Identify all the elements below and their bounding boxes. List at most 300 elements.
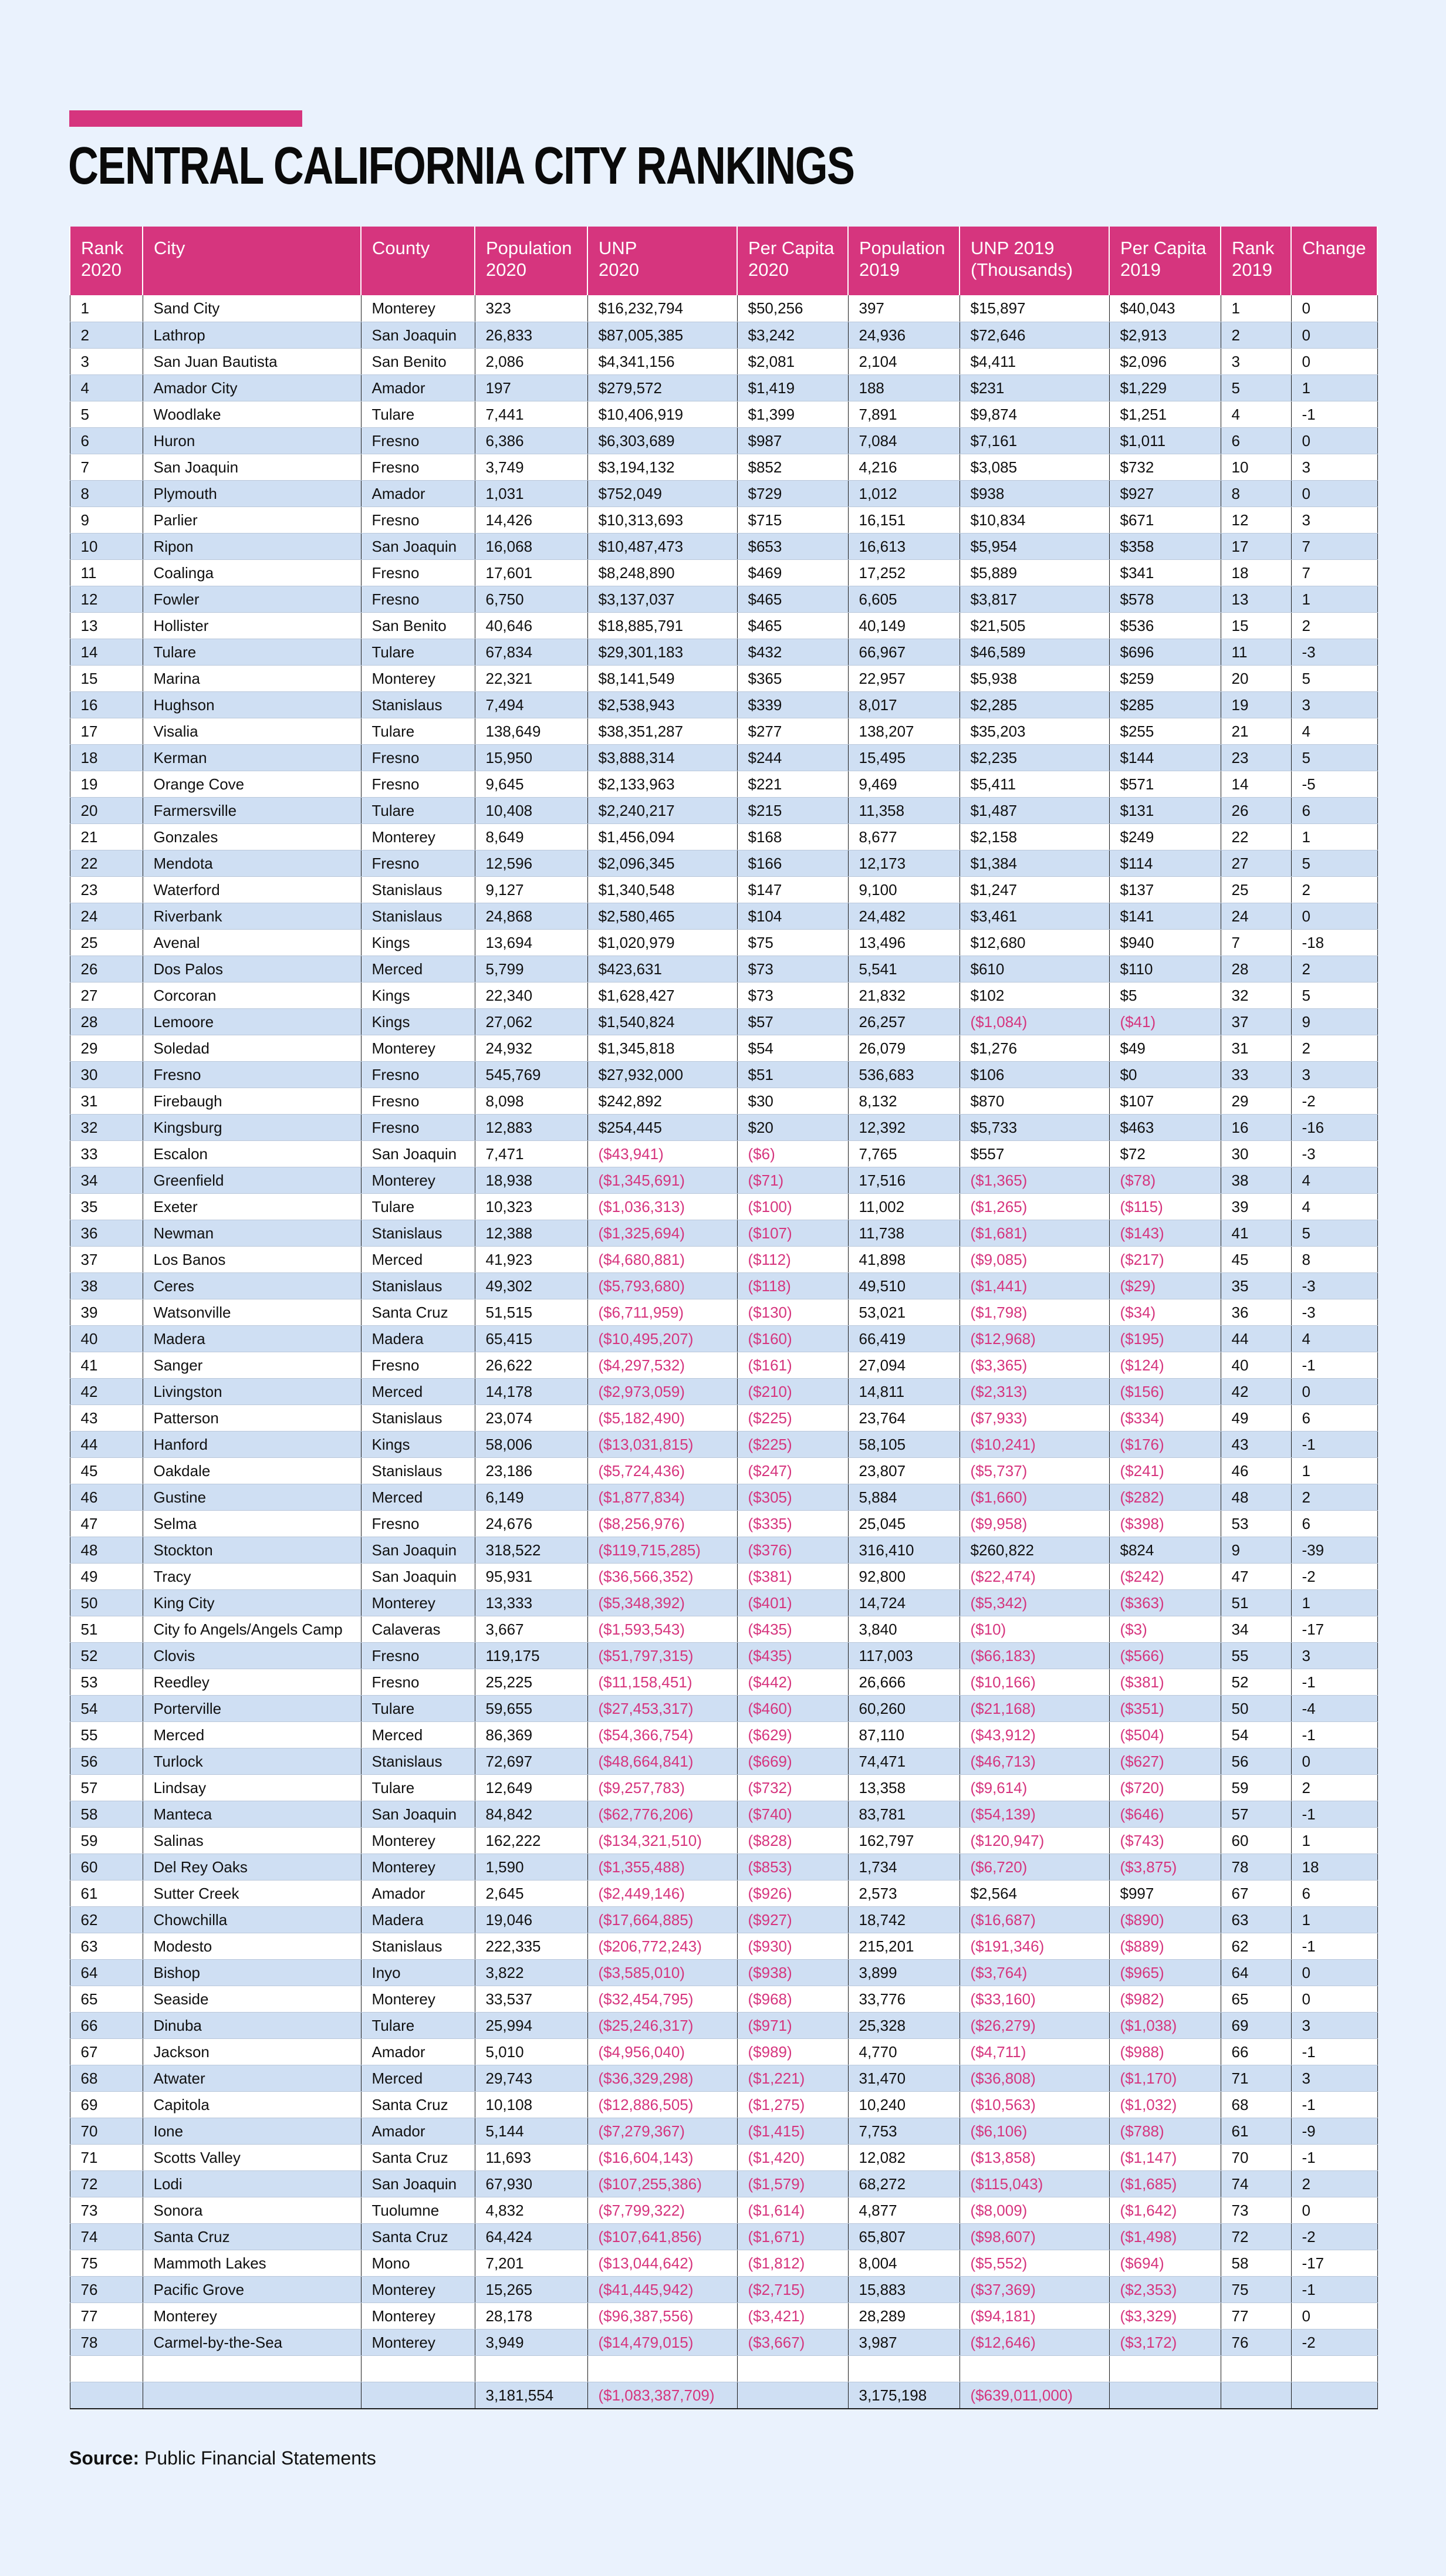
table-cell: Madera bbox=[361, 1325, 475, 1352]
table-cell: 59,655 bbox=[475, 1695, 587, 1721]
table-cell: ($351) bbox=[1109, 1695, 1221, 1721]
totals-row bbox=[70, 2382, 1377, 2409]
table-cell: Farmersville bbox=[143, 797, 361, 823]
table-cell: 3 bbox=[70, 348, 143, 374]
table-row bbox=[70, 956, 1377, 982]
table-cell: 23,186 bbox=[475, 1457, 587, 1484]
table-cell: Fresno bbox=[361, 1352, 475, 1378]
table-cell: ($3,365) bbox=[960, 1352, 1109, 1378]
table-cell: ($401) bbox=[737, 1589, 848, 1616]
table-cell: Visalia bbox=[143, 718, 361, 744]
table-cell: ($1,084) bbox=[960, 1008, 1109, 1035]
table-cell: Amador bbox=[361, 2038, 475, 2065]
table-cell: ($10) bbox=[960, 1616, 1109, 1642]
table-cell: 12 bbox=[70, 586, 143, 612]
column-header bbox=[960, 227, 1109, 295]
table-cell: $824 bbox=[1109, 1537, 1221, 1563]
table-cell: 5,799 bbox=[475, 956, 587, 982]
table-cell: 42 bbox=[1221, 1378, 1291, 1405]
table-cell: 8 bbox=[1221, 480, 1291, 507]
table-cell: ($442) bbox=[737, 1669, 848, 1695]
table-cell: Monterey bbox=[361, 1986, 475, 2012]
table-cell: ($32,454,795) bbox=[587, 1986, 737, 2012]
table-cell: Fresno bbox=[361, 771, 475, 797]
table-cell: $147 bbox=[737, 876, 848, 903]
table-cell: 15,265 bbox=[475, 2276, 587, 2302]
table-cell: ($241) bbox=[1109, 1457, 1221, 1484]
table-cell: ($242) bbox=[1109, 1563, 1221, 1589]
table-cell: $242,892 bbox=[587, 1088, 737, 1114]
table-row bbox=[70, 348, 1377, 374]
table-cell: -17 bbox=[1291, 2250, 1377, 2276]
table-cell: 8,004 bbox=[848, 2250, 960, 2276]
table-cell: 50 bbox=[1221, 1695, 1291, 1721]
table-cell: 16,151 bbox=[848, 507, 960, 533]
table-cell: Kings bbox=[361, 982, 475, 1008]
table-cell: ($335) bbox=[737, 1510, 848, 1537]
table-cell: $87,005,385 bbox=[587, 322, 737, 348]
table-row bbox=[70, 1642, 1377, 1669]
table-cell: Livingston bbox=[143, 1378, 361, 1405]
table-cell: 17 bbox=[70, 718, 143, 744]
table-cell: ($71) bbox=[737, 1167, 848, 1193]
table-cell: Santa Cruz bbox=[361, 2144, 475, 2170]
column-header bbox=[475, 227, 587, 295]
table-cell: ($740) bbox=[737, 1801, 848, 1827]
table-cell: 12,883 bbox=[475, 1114, 587, 1140]
table-cell: 14,426 bbox=[475, 507, 587, 533]
table-cell: ($1,420) bbox=[737, 2144, 848, 2170]
table-cell: ($115,043) bbox=[960, 2170, 1109, 2197]
table-cell: $1,251 bbox=[1109, 401, 1221, 427]
table-cell: Tulare bbox=[361, 639, 475, 665]
table-row bbox=[70, 1537, 1377, 1563]
table-cell: 1,734 bbox=[848, 1853, 960, 1880]
table-cell: $12,680 bbox=[960, 929, 1109, 956]
table-cell: Monterey bbox=[361, 2329, 475, 2355]
table-cell: 8,132 bbox=[848, 1088, 960, 1114]
table-cell: Tuolumne bbox=[361, 2197, 475, 2223]
table-cell: $6,303,689 bbox=[587, 427, 737, 454]
table-cell: ($7,279,367) bbox=[587, 2118, 737, 2144]
table-cell: $571 bbox=[1109, 771, 1221, 797]
table-cell: 74,471 bbox=[848, 1748, 960, 1774]
table-cell: Mono bbox=[361, 2250, 475, 2276]
table-cell: $557 bbox=[960, 1140, 1109, 1167]
table-cell: 25,994 bbox=[475, 2012, 587, 2038]
table-cell: 2 bbox=[1291, 876, 1377, 903]
header-row bbox=[70, 227, 1377, 295]
table-cell: ($100) bbox=[737, 1193, 848, 1220]
table-cell: ($1,170) bbox=[1109, 2065, 1221, 2091]
table-cell: $279,572 bbox=[587, 374, 737, 401]
table-cell: Modesto bbox=[143, 1933, 361, 1959]
table-row bbox=[70, 1008, 1377, 1035]
table-cell: $72,646 bbox=[960, 322, 1109, 348]
table-cell: $8,141,549 bbox=[587, 665, 737, 691]
table-cell: Merced bbox=[361, 1246, 475, 1272]
table-cell: ($12,886,505) bbox=[587, 2091, 737, 2118]
table-cell: ($566) bbox=[1109, 1642, 1221, 1669]
table-cell: ($1,038) bbox=[1109, 2012, 1221, 2038]
table-row bbox=[70, 929, 1377, 956]
table-cell: 0 bbox=[1291, 322, 1377, 348]
table-cell: 40,149 bbox=[848, 612, 960, 639]
table-cell: 15,495 bbox=[848, 744, 960, 771]
table-cell: ($191,346) bbox=[960, 1933, 1109, 1959]
table-row bbox=[70, 1616, 1377, 1642]
table-cell: 3,949 bbox=[475, 2329, 587, 2355]
table-cell: 2 bbox=[1291, 612, 1377, 639]
table-cell: ($1,221) bbox=[737, 2065, 848, 2091]
table-cell: Escalon bbox=[143, 1140, 361, 1167]
table-cell: 0 bbox=[1291, 903, 1377, 929]
table-row bbox=[70, 2118, 1377, 2144]
table-cell: Tulare bbox=[143, 639, 361, 665]
table-row bbox=[70, 1801, 1377, 1827]
table-cell: Firebaugh bbox=[143, 1088, 361, 1114]
table-cell: ($989) bbox=[737, 2038, 848, 2065]
table-cell: 27,094 bbox=[848, 1352, 960, 1378]
table-cell: 40 bbox=[70, 1325, 143, 1352]
table-cell: ($5,724,436) bbox=[587, 1457, 737, 1484]
table-cell: 11,002 bbox=[848, 1193, 960, 1220]
table-cell: ($107) bbox=[737, 1220, 848, 1246]
table-row bbox=[70, 507, 1377, 533]
table-cell: Seaside bbox=[143, 1986, 361, 2012]
column-header bbox=[361, 227, 475, 295]
table-cell: $49 bbox=[1109, 1035, 1221, 1061]
column-header-text: Population bbox=[859, 238, 945, 258]
table-cell: ($376) bbox=[737, 1537, 848, 1563]
table-cell: 4 bbox=[1291, 718, 1377, 744]
table-cell: ($828) bbox=[737, 1827, 848, 1853]
table-cell: 5 bbox=[1291, 665, 1377, 691]
table-cell: 1 bbox=[1291, 586, 1377, 612]
table-row bbox=[70, 1352, 1377, 1378]
table-cell: 4 bbox=[70, 374, 143, 401]
column-header-text: Per Capita bbox=[748, 238, 835, 258]
table-cell: 25 bbox=[70, 929, 143, 956]
table-cell: 5,010 bbox=[475, 2038, 587, 2065]
table-cell: ($1,355,488) bbox=[587, 1853, 737, 1880]
table-cell: 6 bbox=[1221, 427, 1291, 454]
table-cell: $1,419 bbox=[737, 374, 848, 401]
table-cell: San Joaquin bbox=[143, 454, 361, 480]
table-cell: 25,225 bbox=[475, 1669, 587, 1695]
table-cell: 63 bbox=[1221, 1906, 1291, 1933]
table-cell: 3 bbox=[1291, 454, 1377, 480]
table-cell: Tulare bbox=[361, 718, 475, 744]
table-cell: ($37,369) bbox=[960, 2276, 1109, 2302]
table-cell: Merced bbox=[361, 2065, 475, 2091]
table-cell: 21 bbox=[1221, 718, 1291, 744]
table-cell: 52 bbox=[70, 1642, 143, 1669]
table-cell: 78 bbox=[70, 2329, 143, 2355]
table-cell: ($363) bbox=[1109, 1589, 1221, 1616]
table-cell: 0 bbox=[1291, 480, 1377, 507]
table-cell: Lathrop bbox=[143, 322, 361, 348]
table-cell: 58 bbox=[1221, 2250, 1291, 2276]
table-cell: $1,345,818 bbox=[587, 1035, 737, 1061]
table-cell: 40 bbox=[1221, 1352, 1291, 1378]
table-cell: $35,203 bbox=[960, 718, 1109, 744]
table-cell: ($6,106) bbox=[960, 2118, 1109, 2144]
table-row bbox=[70, 1431, 1377, 1457]
table-cell: Lindsay bbox=[143, 1774, 361, 1801]
table-cell: $997 bbox=[1109, 1880, 1221, 1906]
column-header-text: Per Capita bbox=[1120, 238, 1207, 258]
table-cell: 22 bbox=[70, 850, 143, 876]
rankings-table-container bbox=[69, 227, 1377, 2409]
table-cell: 323 bbox=[475, 295, 587, 322]
table-cell: 49 bbox=[70, 1563, 143, 1589]
table-cell: $1,020,979 bbox=[587, 929, 737, 956]
table-cell: City fo Angels/Angels Camp bbox=[143, 1616, 361, 1642]
table-cell: 22,957 bbox=[848, 665, 960, 691]
column-header bbox=[737, 227, 848, 295]
table-cell: 7 bbox=[1291, 559, 1377, 586]
table-row bbox=[70, 691, 1377, 718]
table-cell: ($629) bbox=[737, 1721, 848, 1748]
column-header-text: (Thousands) bbox=[971, 259, 1073, 280]
table-cell: Stanislaus bbox=[361, 903, 475, 929]
table-cell: -1 bbox=[1291, 1431, 1377, 1457]
table-cell: Madera bbox=[361, 1906, 475, 1933]
table-cell: ($982) bbox=[1109, 1986, 1221, 2012]
table-cell: Santa Cruz bbox=[361, 1299, 475, 1325]
table-row bbox=[70, 2223, 1377, 2250]
table-cell: $465 bbox=[737, 612, 848, 639]
table-cell: $20 bbox=[737, 1114, 848, 1140]
table-row bbox=[70, 771, 1377, 797]
table-cell: Stockton bbox=[143, 1537, 361, 1563]
table-cell: 67 bbox=[1221, 1880, 1291, 1906]
table-cell: ($1,660) bbox=[960, 1484, 1109, 1510]
table-cell: ($36,808) bbox=[960, 2065, 1109, 2091]
table-cell: ($398) bbox=[1109, 1510, 1221, 1537]
table-cell: ($27,453,317) bbox=[587, 1695, 737, 1721]
table-cell: Orange Cove bbox=[143, 771, 361, 797]
table-cell: $653 bbox=[737, 533, 848, 559]
table-cell: 7 bbox=[1291, 533, 1377, 559]
table-cell: $5,733 bbox=[960, 1114, 1109, 1140]
table-cell: 69 bbox=[70, 2091, 143, 2118]
table-cell: $2,538,943 bbox=[587, 691, 737, 718]
table-cell: ($1,579) bbox=[737, 2170, 848, 2197]
table-row bbox=[70, 586, 1377, 612]
table-cell: $30 bbox=[737, 1088, 848, 1114]
table-cell: 14 bbox=[70, 639, 143, 665]
table-cell: $5,954 bbox=[960, 533, 1109, 559]
table-cell: 28,289 bbox=[848, 2302, 960, 2329]
table-row bbox=[70, 1167, 1377, 1193]
table-cell: 54 bbox=[1221, 1721, 1291, 1748]
table-cell: Fresno bbox=[361, 1669, 475, 1695]
table-row bbox=[70, 1695, 1377, 1721]
table-cell: ($1,032) bbox=[1109, 2091, 1221, 2118]
table-cell bbox=[70, 2382, 143, 2409]
table-cell: ($107,641,856) bbox=[587, 2223, 737, 2250]
table-cell: Hanford bbox=[143, 1431, 361, 1457]
column-header-text: 2020 bbox=[748, 259, 789, 280]
table-cell: 3 bbox=[1291, 507, 1377, 533]
table-cell: -2 bbox=[1291, 2223, 1377, 2250]
table-cell: 67,930 bbox=[475, 2170, 587, 2197]
table-cell: 13,694 bbox=[475, 929, 587, 956]
table-cell: Chowchilla bbox=[143, 1906, 361, 1933]
table-cell: Fresno bbox=[361, 744, 475, 771]
table-cell: Del Rey Oaks bbox=[143, 1853, 361, 1880]
table-row bbox=[70, 1563, 1377, 1589]
table-cell: San Joaquin bbox=[361, 322, 475, 348]
table-cell: ($48,664,841) bbox=[587, 1748, 737, 1774]
table-cell: Fresno bbox=[361, 454, 475, 480]
table-cell: ($247) bbox=[737, 1457, 848, 1484]
table-cell: Kings bbox=[361, 1008, 475, 1035]
table-cell: 3 bbox=[1291, 2012, 1377, 2038]
table-row bbox=[70, 2276, 1377, 2302]
table-cell: 3 bbox=[1291, 1642, 1377, 1669]
page-title: CENTRAL CALIFORNIA CITY RANKINGS bbox=[68, 137, 854, 195]
table-cell: 0 bbox=[1291, 1959, 1377, 1986]
table-cell: ($3,421) bbox=[737, 2302, 848, 2329]
table-cell: 2 bbox=[1291, 1484, 1377, 1510]
table-cell: 536,683 bbox=[848, 1061, 960, 1088]
table-cell: King City bbox=[143, 1589, 361, 1616]
table-cell: $5 bbox=[1109, 982, 1221, 1008]
table-cell: 38 bbox=[1221, 1167, 1291, 1193]
table-cell: $729 bbox=[737, 480, 848, 507]
table-cell: ($6) bbox=[737, 1140, 848, 1167]
table-cell: 72 bbox=[70, 2170, 143, 2197]
table-cell: Scotts Valley bbox=[143, 2144, 361, 2170]
table-cell: -1 bbox=[1291, 1801, 1377, 1827]
table-cell: 59 bbox=[1221, 1774, 1291, 1801]
table-cell: $1,340,548 bbox=[587, 876, 737, 903]
table-cell: Kerman bbox=[143, 744, 361, 771]
table-cell: $102 bbox=[960, 982, 1109, 1008]
table-cell: 0 bbox=[1291, 1986, 1377, 2012]
table-cell: Stanislaus bbox=[361, 691, 475, 718]
table-cell: 1 bbox=[1221, 295, 1291, 322]
table-cell: 35 bbox=[70, 1193, 143, 1220]
table-cell: 28 bbox=[70, 1008, 143, 1035]
table-cell: 12,392 bbox=[848, 1114, 960, 1140]
table-cell: 5 bbox=[1291, 1220, 1377, 1246]
table-cell: $54 bbox=[737, 1035, 848, 1061]
table-cell: 8,098 bbox=[475, 1088, 587, 1114]
table-cell: Kings bbox=[361, 1431, 475, 1457]
table-cell: Dinuba bbox=[143, 2012, 361, 2038]
table-cell: 1 bbox=[70, 295, 143, 322]
table-row bbox=[70, 1906, 1377, 1933]
table-row bbox=[70, 2170, 1377, 2197]
table-cell: 4,877 bbox=[848, 2197, 960, 2223]
table-cell: 25 bbox=[1221, 876, 1291, 903]
table-cell: $3,461 bbox=[960, 903, 1109, 929]
table-cell: 5 bbox=[1291, 982, 1377, 1008]
table-cell: 12,082 bbox=[848, 2144, 960, 2170]
table-cell: 41 bbox=[70, 1352, 143, 1378]
table-cell: 7,765 bbox=[848, 1140, 960, 1167]
table-cell: ($3,875) bbox=[1109, 1853, 1221, 1880]
table-cell bbox=[737, 2382, 848, 2409]
table-cell: ($3,585,010) bbox=[587, 1959, 737, 1986]
table-cell: ($1,812) bbox=[737, 2250, 848, 2276]
table-cell: 23,074 bbox=[475, 1405, 587, 1431]
table-cell: 2,573 bbox=[848, 1880, 960, 1906]
table-cell: $3,888,314 bbox=[587, 744, 737, 771]
table-cell: 43 bbox=[1221, 1431, 1291, 1457]
table-cell: ($16,604,143) bbox=[587, 2144, 737, 2170]
table-cell: 65 bbox=[70, 1986, 143, 2012]
table-cell: 39 bbox=[1221, 1193, 1291, 1220]
table-cell: 11 bbox=[70, 559, 143, 586]
table-cell: 4 bbox=[1291, 1325, 1377, 1352]
table-cell: Plymouth bbox=[143, 480, 361, 507]
table-cell: Sutter Creek bbox=[143, 1880, 361, 1906]
table-cell: 32 bbox=[1221, 982, 1291, 1008]
table-cell: Tulare bbox=[361, 1774, 475, 1801]
table-cell: Fresno bbox=[361, 1642, 475, 1669]
table-cell: 117,003 bbox=[848, 1642, 960, 1669]
table-row bbox=[70, 797, 1377, 823]
table-cell: Newman bbox=[143, 1220, 361, 1246]
table-cell: 72,697 bbox=[475, 1748, 587, 1774]
table-cell: Santa Cruz bbox=[361, 2091, 475, 2118]
table-cell: Kingsburg bbox=[143, 1114, 361, 1140]
table-cell bbox=[587, 2355, 737, 2382]
table-cell: Salinas bbox=[143, 1827, 361, 1853]
table-cell: 0 bbox=[1291, 427, 1377, 454]
table-cell: Amador bbox=[361, 480, 475, 507]
table-row bbox=[70, 612, 1377, 639]
table-cell: $341 bbox=[1109, 559, 1221, 586]
table-cell: 2 bbox=[1291, 2170, 1377, 2197]
table-cell: $1,487 bbox=[960, 797, 1109, 823]
table-cell: 138,649 bbox=[475, 718, 587, 744]
table-cell: $365 bbox=[737, 665, 848, 691]
table-cell: ($17,664,885) bbox=[587, 1906, 737, 1933]
table-cell: 54 bbox=[70, 1695, 143, 1721]
table-cell: 3,987 bbox=[848, 2329, 960, 2355]
table-cell: Waterford bbox=[143, 876, 361, 903]
table-row bbox=[70, 1933, 1377, 1959]
table-cell: Amador City bbox=[143, 374, 361, 401]
table-cell: Stanislaus bbox=[361, 1457, 475, 1484]
table-cell: 69 bbox=[1221, 2012, 1291, 2038]
table-cell: 13,358 bbox=[848, 1774, 960, 1801]
table-cell: $168 bbox=[737, 823, 848, 850]
table-cell: ($119,715,285) bbox=[587, 1537, 737, 1563]
table-cell: San Joaquin bbox=[361, 2170, 475, 2197]
table-cell: Turlock bbox=[143, 1748, 361, 1774]
table-cell: $578 bbox=[1109, 586, 1221, 612]
table-cell: 71 bbox=[70, 2144, 143, 2170]
table-cell: 70 bbox=[70, 2118, 143, 2144]
column-header-text: 2020 bbox=[81, 259, 121, 280]
table-row bbox=[70, 454, 1377, 480]
table-cell: $3,085 bbox=[960, 454, 1109, 480]
table-cell: ($1,877,834) bbox=[587, 1484, 737, 1510]
table-cell: Hughson bbox=[143, 691, 361, 718]
table-cell: 25,045 bbox=[848, 1510, 960, 1537]
table-cell bbox=[1291, 2355, 1377, 2382]
table-cell: 3,840 bbox=[848, 1616, 960, 1642]
table-cell: 48 bbox=[1221, 1484, 1291, 1510]
table-cell: Capitola bbox=[143, 2091, 361, 2118]
